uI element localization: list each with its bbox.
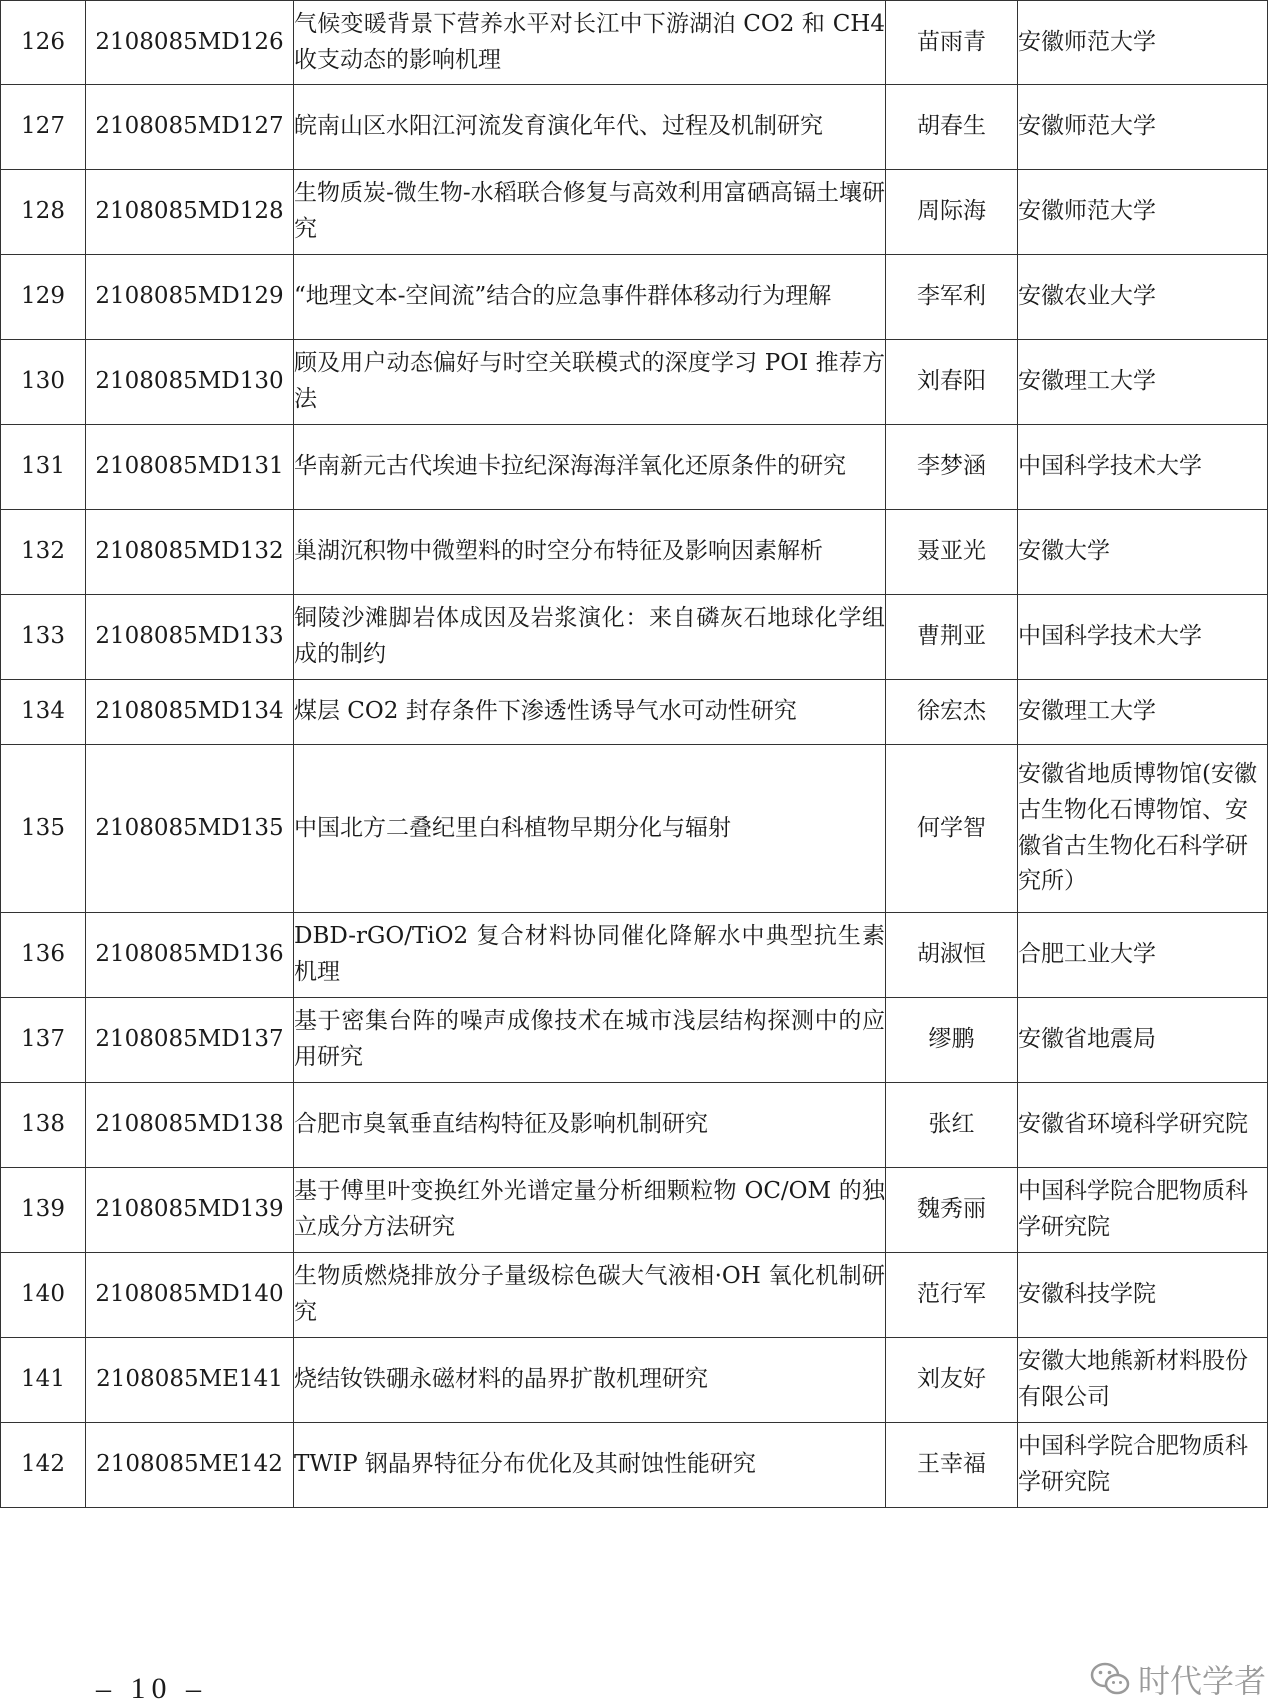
row-number-cell: 131 <box>1 425 86 510</box>
wechat-icon <box>1090 1661 1130 1697</box>
organization-cell: 安徽师范大学 <box>1018 85 1268 170</box>
organization-cell: 中国科学技术大学 <box>1018 595 1268 680</box>
table-row <box>1 425 1268 510</box>
row-number-cell: 126 <box>1 1 86 85</box>
table-row <box>1 1253 1268 1338</box>
project-leader-cell: 曹荆亚 <box>886 595 1018 680</box>
row-number-cell: 128 <box>1 170 86 255</box>
watermark-text: 时代学者 <box>1137 1662 1266 1700</box>
project-code-cell: 2108085ME142 <box>86 1423 294 1508</box>
row-number-cell: 140 <box>1 1253 86 1338</box>
project-leader-cell: 范行军 <box>886 1253 1018 1338</box>
project-title-cell: TWIP 钢晶界特征分布优化及其耐蚀性能研究 <box>294 1423 886 1508</box>
organization-cell: 中国科学院合肥物质科学研究院 <box>1018 1168 1268 1253</box>
row-number-cell: 135 <box>1 745 86 913</box>
project-code-cell: 2108085MD137 <box>86 998 294 1083</box>
table-row <box>1 595 1268 680</box>
project-leader-cell: 胡春生 <box>886 85 1018 170</box>
table-row <box>1 680 1268 745</box>
watermark <box>1090 1656 1266 1702</box>
table-row <box>1 998 1268 1083</box>
project-code-cell: 2108085MD131 <box>86 425 294 510</box>
table-row <box>1 913 1268 998</box>
organization-cell: 安徽科技学院 <box>1018 1253 1268 1338</box>
project-table-body <box>1 1 1268 1508</box>
project-title-cell: 气候变暖背景下营养水平对长江中下游湖泊 CO2 和 CH4 收支动态的影响机理 <box>294 1 886 85</box>
organization-cell: 中国科学技术大学 <box>1018 425 1268 510</box>
page-number: – 10 – <box>96 1672 207 1705</box>
project-leader-cell: 李军利 <box>886 255 1018 340</box>
project-code-cell: 2108085MD128 <box>86 170 294 255</box>
row-number-cell: 133 <box>1 595 86 680</box>
project-title-cell: 中国北方二叠纪里白科植物早期分化与辐射 <box>294 745 886 913</box>
project-code-cell: 2108085MD136 <box>86 913 294 998</box>
organization-cell: 合肥工业大学 <box>1018 913 1268 998</box>
table-row <box>1 340 1268 425</box>
project-code-cell: 2108085MD126 <box>86 1 294 85</box>
table-row <box>1 170 1268 255</box>
project-leader-cell: 王幸福 <box>886 1423 1018 1508</box>
table-row <box>1 1083 1268 1168</box>
row-number-cell: 132 <box>1 510 86 595</box>
organization-cell: 安徽师范大学 <box>1018 170 1268 255</box>
table-row <box>1 85 1268 170</box>
table-row <box>1 1423 1268 1508</box>
project-leader-cell: 胡淑恒 <box>886 913 1018 998</box>
project-code-cell: 2108085MD132 <box>86 510 294 595</box>
project-title-cell: DBD-rGO/TiO2 复合材料协同催化降解水中典型抗生素机理 <box>294 913 886 998</box>
project-code-cell: 2108085MD135 <box>86 745 294 913</box>
project-leader-cell: 周际海 <box>886 170 1018 255</box>
organization-cell: 安徽大学 <box>1018 510 1268 595</box>
project-leader-cell: 缪鹏 <box>886 998 1018 1083</box>
project-code-cell: 2108085MD140 <box>86 1253 294 1338</box>
row-number-cell: 127 <box>1 85 86 170</box>
project-leader-cell: 徐宏杰 <box>886 680 1018 745</box>
project-title-cell: “地理文本-空间流”结合的应急事件群体移动行为理解 <box>294 255 886 340</box>
project-leader-cell: 魏秀丽 <box>886 1168 1018 1253</box>
organization-cell: 安徽大地熊新材料股份有限公司 <box>1018 1338 1268 1423</box>
organization-cell: 安徽师范大学 <box>1018 1 1268 85</box>
table-row <box>1 1 1268 85</box>
project-code-cell: 2108085MD130 <box>86 340 294 425</box>
project-code-cell: 2108085MD133 <box>86 595 294 680</box>
project-leader-cell: 刘友好 <box>886 1338 1018 1423</box>
organization-cell: 安徽理工大学 <box>1018 340 1268 425</box>
table-row <box>1 255 1268 340</box>
project-title-cell: 巢湖沉积物中微塑料的时空分布特征及影响因素解析 <box>294 510 886 595</box>
project-title-cell: 基于密集台阵的噪声成像技术在城市浅层结构探测中的应用研究 <box>294 998 886 1083</box>
project-title-cell: 煤层 CO2 封存条件下渗透性诱导气水可动性研究 <box>294 680 886 745</box>
table-row <box>1 1168 1268 1253</box>
organization-cell: 安徽省地质博物馆(安徽古生物化石博物馆、安徽省古生物化石科学研究所） <box>1018 745 1268 913</box>
row-number-cell: 129 <box>1 255 86 340</box>
organization-cell: 安徽理工大学 <box>1018 680 1268 745</box>
project-title-cell: 华南新元古代埃迪卡拉纪深海海洋氧化还原条件的研究 <box>294 425 886 510</box>
organization-cell: 安徽农业大学 <box>1018 255 1268 340</box>
row-number-cell: 134 <box>1 680 86 745</box>
table-row <box>1 1338 1268 1423</box>
table-row <box>1 745 1268 913</box>
project-title-cell: 铜陵沙滩脚岩体成因及岩浆演化：来自磷灰石地球化学组成的制约 <box>294 595 886 680</box>
row-number-cell: 137 <box>1 998 86 1083</box>
project-title-cell: 基于傅里叶变换红外光谱定量分析细颗粒物 OC/OM 的独立成分方法研究 <box>294 1168 886 1253</box>
project-leader-cell: 刘春阳 <box>886 340 1018 425</box>
row-number-cell: 139 <box>1 1168 86 1253</box>
row-number-cell: 136 <box>1 913 86 998</box>
organization-cell: 安徽省环境科学研究院 <box>1018 1083 1268 1168</box>
project-title-cell: 皖南山区水阳江河流发育演化年代、过程及机制研究 <box>294 85 886 170</box>
row-number-cell: 138 <box>1 1083 86 1168</box>
project-title-cell: 生物质炭-微生物-水稻联合修复与高效利用富硒高镉土壤研究 <box>294 170 886 255</box>
row-number-cell: 142 <box>1 1423 86 1508</box>
organization-cell: 中国科学院合肥物质科学研究院 <box>1018 1423 1268 1508</box>
project-code-cell: 2108085ME141 <box>86 1338 294 1423</box>
project-code-cell: 2108085MD139 <box>86 1168 294 1253</box>
project-code-cell: 2108085MD127 <box>86 85 294 170</box>
project-title-cell: 顾及用户动态偏好与时空关联模式的深度学习 POI 推荐方法 <box>294 340 886 425</box>
project-title-cell: 生物质燃烧排放分子量级棕色碳大气液相·OH 氧化机制研究 <box>294 1253 886 1338</box>
project-leader-cell: 李梦涵 <box>886 425 1018 510</box>
project-leader-cell: 苗雨青 <box>886 1 1018 85</box>
table-row <box>1 510 1268 595</box>
project-code-cell: 2108085MD129 <box>86 255 294 340</box>
project-code-cell: 2108085MD134 <box>86 680 294 745</box>
project-title-cell: 烧结钕铁硼永磁材料的晶界扩散机理研究 <box>294 1338 886 1423</box>
project-code-cell: 2108085MD138 <box>86 1083 294 1168</box>
project-leader-cell: 张红 <box>886 1083 1018 1168</box>
organization-cell: 安徽省地震局 <box>1018 998 1268 1083</box>
project-leader-cell: 聂亚光 <box>886 510 1018 595</box>
row-number-cell: 130 <box>1 340 86 425</box>
row-number-cell: 141 <box>1 1338 86 1423</box>
project-title-cell: 合肥市臭氧垂直结构特征及影响机制研究 <box>294 1083 886 1168</box>
project-leader-cell: 何学智 <box>886 745 1018 913</box>
